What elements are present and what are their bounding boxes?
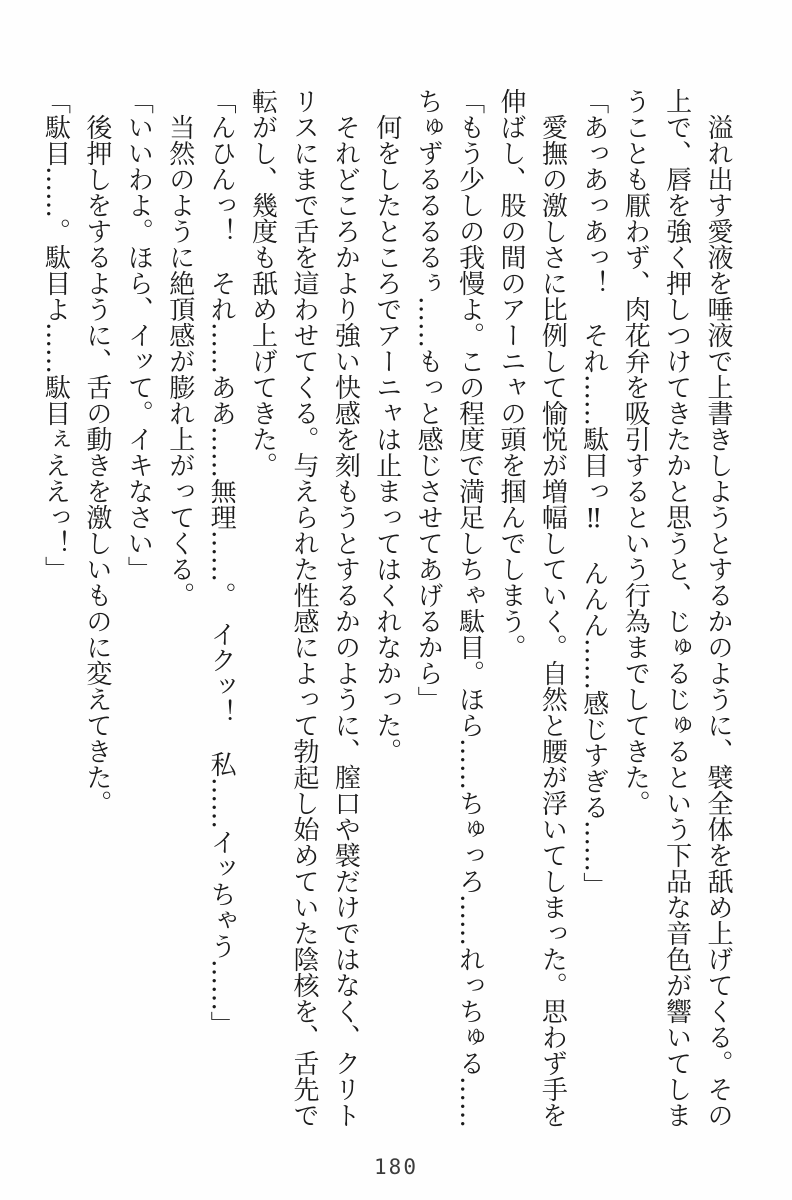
text-column: 「んひんっ！ それ……ああ……無理……。 イクッ！ 私……イッちゃう……」 [206,88,237,1037]
text-column: 「駄目……。駄目よ……駄目ぇええっ！」 [40,88,71,582]
text-column: 「あっあっあっ！ それ……駄目っ‼ んんん……感じすぎる……」 [578,88,609,898]
text-column: 「もう少しの我慢よ。この程度で満足しちゃ駄目。ほら……ちゅっろ……れっちゅる…… [454,88,485,1128]
text-column: ちゅずるるるるぅ……もっと感じさせてあげるから」 [413,88,444,712]
text-column: 後押しをするように、舌の動きを激しいものに変えてきた。 [81,114,112,816]
text-column: それどころかより強い快感を刻もうとするかのように、膣口や襞だけではなく、クリト [330,114,361,1128]
text-column: 転がし、幾度も舐め上げてきた。 [247,88,278,478]
text-column: 伸ばし、股の間のアーニャの頭を掴んでしまう。 [495,88,526,660]
text-column: うことも厭わず、肉花弁を吸引するという行為までしてきた。 [620,88,651,816]
text-column: 溢れ出す愛液を唾液で上書きしようとするかのように、襞全体を舐め上げてくる。その [703,114,733,1128]
text-column: 「いいわよ。ほら、イッて。イキなさい」 [123,88,154,582]
text-column: 愛撫の激しさに比例して愉悦が増幅していく。自然と腰が浮いてしまった。思わず手を [537,114,568,1128]
text-column: 何をしたところでアーニャは止まってはくれなかった。 [371,114,402,764]
text-column: 当然のように絶頂感が膨れ上がってくる。 [164,114,195,608]
text-column: リスにまで舌を這わせてくる。与えられた性感によって勃起し始めていた陰核を、舌先で [288,88,319,1128]
text-column: 上で、唇を強く押しつけてきたかと思うと、じゅるじゅるという下品な音色が響いてしま [661,88,692,1128]
page-number: 180 [374,1155,418,1179]
vertical-text-area [34,88,738,1130]
